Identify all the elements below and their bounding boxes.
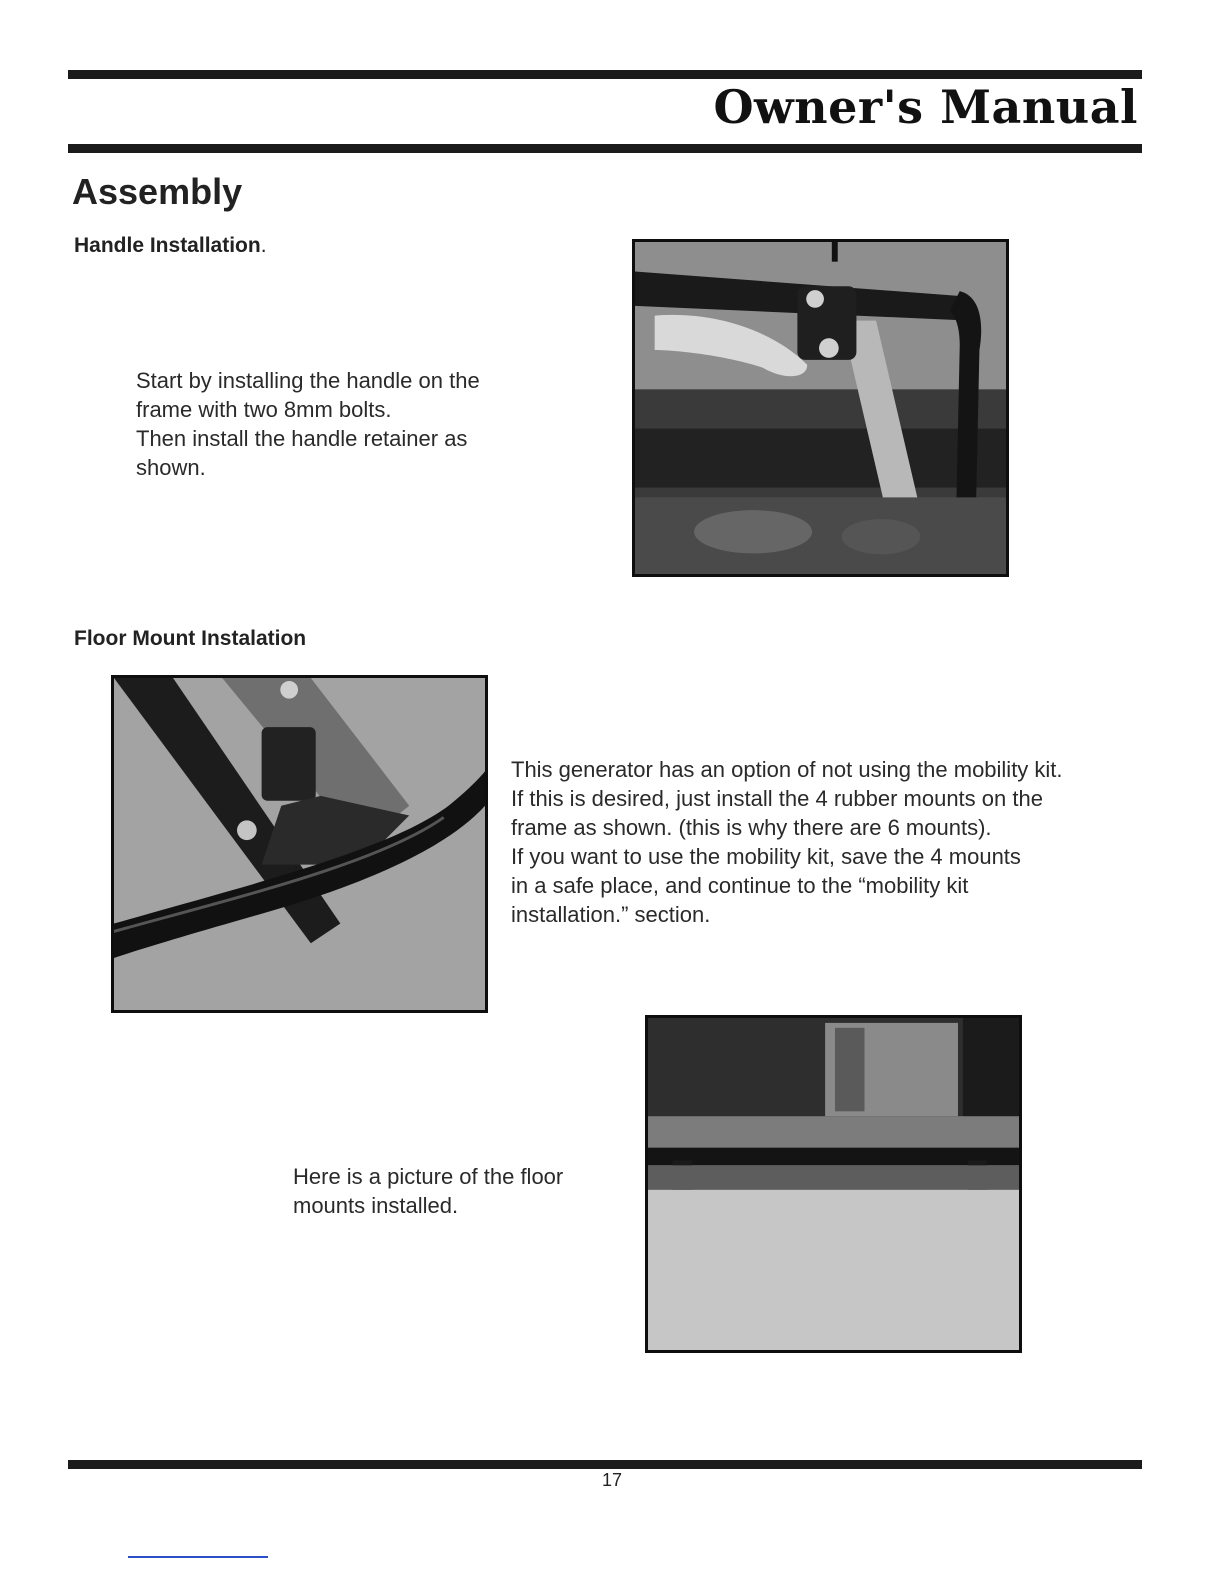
header-top-rule xyxy=(68,70,1142,79)
installed-caption xyxy=(293,1162,563,1220)
handle-line: Start by installing the handle on the xyxy=(136,368,480,393)
rubber-mount-photo xyxy=(111,675,488,1013)
section-title: Assembly xyxy=(72,171,243,212)
handle-heading-text: Handle Installation xyxy=(74,234,261,257)
floor-mount-instructions xyxy=(511,755,1063,929)
installed-line: mounts installed. xyxy=(293,1193,459,1218)
floor-mount-line: If you want to use the mobility kit, save the 4 mounts xyxy=(511,844,1021,869)
floor-mount-line: frame as shown. (this is why there are 6 mounts). xyxy=(511,815,992,840)
floor-mount-line: in a safe place, and continue to the “mobility kit xyxy=(511,873,969,898)
installed-line: Here is a picture of the floor xyxy=(293,1164,564,1189)
footer-link-underline xyxy=(128,1556,268,1558)
handle-bracket-photo xyxy=(632,239,1009,577)
floor-mount-line: If this is desired, just install the 4 rubber mounts on the xyxy=(511,786,1043,811)
floor-mount-heading: Floor Mount Instalation xyxy=(74,627,307,650)
manual-title: Owner's Manual xyxy=(713,80,1138,134)
handle-heading-period: . xyxy=(260,234,267,257)
handle-line: shown. xyxy=(136,455,206,480)
handle-line: frame with two 8mm bolts. xyxy=(136,397,392,422)
footer-rule xyxy=(68,1460,1142,1469)
header-bottom-rule xyxy=(68,144,1142,153)
page-number: 17 xyxy=(601,1470,623,1490)
handle-line: Then install the handle retainer as xyxy=(136,426,468,451)
floor-mount-line: This generator has an option of not using the mobility kit. xyxy=(511,757,1063,782)
handle-heading xyxy=(74,234,267,258)
floor-mount-line: installation.” section. xyxy=(511,902,711,927)
handle-instructions xyxy=(136,366,480,482)
installed-mounts-photo xyxy=(645,1015,1022,1353)
